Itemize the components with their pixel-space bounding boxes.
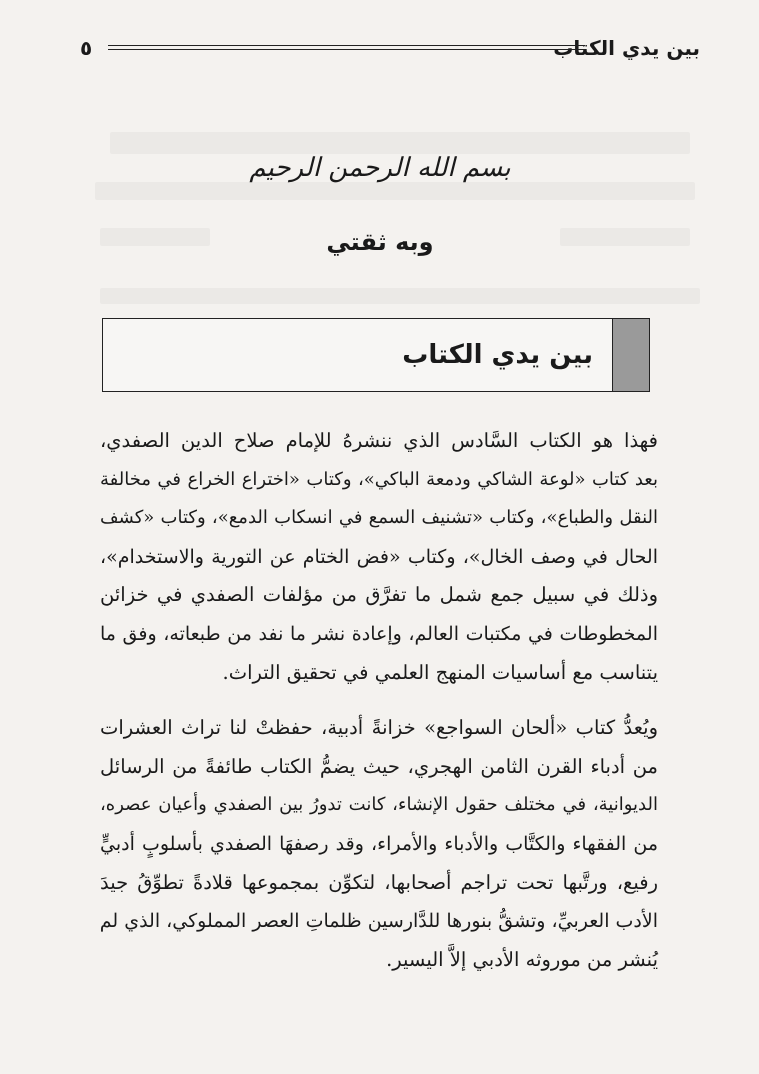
text-line: بعد كتاب «لوعة الشاكي ودمعة الباكي»، وكتاب «اختراع الخراع في مخالفة	[100, 468, 658, 490]
paragraph-1	[100, 422, 658, 692]
running-header	[80, 34, 700, 64]
section-title: بين يدي الكتاب	[402, 340, 593, 370]
text-line: المخطوطات في مكتبات العالم، وإعادة نشر ما نفد من طبعاته، وفق ما	[100, 622, 658, 645]
text-line: فهذا هو الكتاب السَّادس الذي ننشرهُ للإمام صلاح الدين الصفدي،	[100, 429, 658, 452]
show-through-mark	[100, 288, 700, 304]
show-through-mark	[560, 228, 690, 246]
text-line: الحال في وصف الخال»، وكتاب «فض الختام عن التورية والاستخدام»،	[100, 545, 659, 568]
body-text	[100, 422, 658, 996]
text-line: النقل والطباع»، وكتاب «تشنيف السمع في انسكاب الدمع»، وكتاب «كشف	[100, 507, 658, 529]
text-line: يُنشر من موروثه الأدبي إلاَّ اليسير.	[386, 947, 658, 971]
running-title: بين يدي الكتاب	[553, 36, 700, 60]
show-through-mark	[100, 228, 210, 246]
page-number: ٥	[80, 36, 93, 60]
text-line: الديوانية، في مختلف حقول الإنشاء، كانت تدورُ بين الصفدي وأعيان عصره،	[100, 794, 658, 816]
section-heading-box	[102, 318, 650, 392]
paragraph-2	[100, 709, 658, 979]
text-line: يتناسب مع أساسيات المنهج العلمي في تحقيق التراث.	[222, 660, 658, 684]
section-heading-marker	[612, 319, 649, 391]
basmala-calligraphy: بسم الله الرحمن الرحيم	[249, 153, 511, 183]
text-line: وذلك في سبيل جمع شمل ما تفرَّق من مؤلفات الصفدي في خزائن	[100, 583, 658, 607]
text-line: من أدباء القرن الثامن الهجري، حيث يضمُّ الكتاب طائفةً من الرسائل	[100, 754, 658, 778]
text-line: الأدب العربيِّ، وتشقُّ بنورها للدَّارسين ظلماتِ العصر المملوكي، الذي لم	[99, 910, 658, 933]
text-line: رفيع، ورتَّبها تحت تراجم أصحابها، لتكوِّن بمجموعها قلادةً تطوِّقُ جيدَ	[100, 870, 658, 894]
header-rule	[108, 45, 585, 50]
text-line: من الفقهاء والكتَّاب والأدباء والأمراء، وقد رصفهَا الصفدي بأسلوبٍ أدبيٍّ	[100, 832, 658, 855]
text-line: ويُعدُّ كتاب «ألحان السواجع» خزانةً أدبية، حفظتْ لنا تراث العشرات	[100, 716, 658, 740]
invocation-heading: وبه ثقتي	[326, 228, 434, 256]
